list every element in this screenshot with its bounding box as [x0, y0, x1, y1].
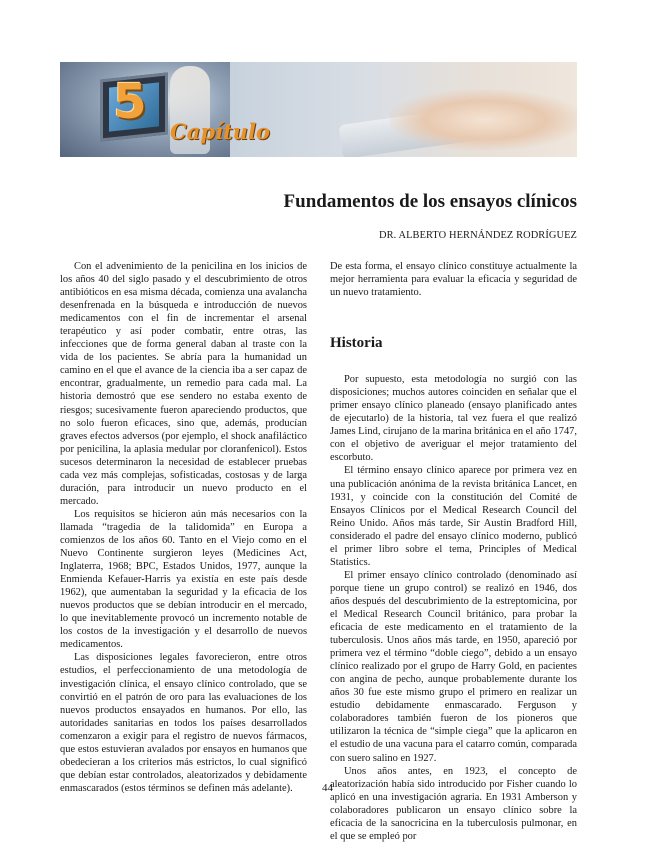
gloved-hands-image [390, 90, 577, 150]
paragraph: Las disposiciones legales favorecieron, entre otros estudios, el perfeccionamiento de una metodología de investigación clínica, el ensayo clínico controlado, que se convirtió en el patrón de oro para las evaluaciones de los nuevos productos ensayados en humanos. Por ello, las autoridades sanitarias en todos los países desarrollados comenzaron a exigir para el registro de nuevos fármacos, que estos estuvieran avalados por ensayos en humanos que obedecieran a los criterios más estrictos, lo cual significó que debían estar controlados, aleatorizados y debidamente enmascarados (estos términos se definen más adelante). [60, 652, 307, 794]
paragraph: El primer ensayo clínico controlado (denominado así porque tiene un grupo control) se realizó en 1946, dos años después del descubrimiento de la estreptomicina, por el Medical Research Council británico, para probar la eficacia de este medicamento en el tratamiento de la tuberculosis. Unos años más tarde, en 1950, apareció por primera vez el término “doble ciego”, debido a un ensayo clínico realizado por el grupo de Harry Gold, en pacientes con angina de pecho, aunque probablemente durante los años 30 fue este mismo grupo el primero en realizar un estudio debidamente enmascarado. Ferguson y colaboradores también fueron de los pioneros que utilizaron la técnica de “simple ciega” que la aplicaron en el estudio de una vacuna para el catarro común, comparada con suero salino en 1927. [330, 569, 577, 764]
paragraph-intro: De esta forma, el ensayo clínico constituye actualmente la mejor herramienta para evaluar la eficacia y seguridad de un nuevo tratamiento. [330, 261, 577, 299]
article-author: DR. ALBERTO HERNÁNDEZ RODRÍGUEZ [379, 230, 577, 241]
page-number: 44 [322, 782, 333, 794]
section-heading: Historia [330, 335, 383, 352]
right-column [330, 260, 577, 843]
article-title: Fundamentos de los ensayos clínicos [283, 191, 577, 212]
paragraph: El término ensayo clínico aparece por primera vez en una publicación anónima de la revista británica Lancet, en 1931, y coincide con la constitución del Comité de Ensayos Clínicos por el Medical Research Council del Reino Unido. Años más tarde, Sir Austin Bradford Hill, considerado el padre del ensayo clínico moderno, publicó el primer libro sobre el tema, Principles of Medical Statistics. [330, 465, 577, 568]
chapter-label: Capítulo [170, 119, 270, 144]
chapter-number: 5 [113, 74, 147, 130]
paragraph: Unos años antes, en 1923, el concepto de aleatorización había sido introducido por Fisher cuando lo aplicó en una investigación agraria. En 1931 Amberson y colaboradores publicaron un ensayo clínico sobre la eficacia de la sanocricina en la tuberculosis pulmonar, en el que se empleó por [330, 765, 577, 842]
left-column [60, 260, 307, 795]
paragraph: Con el advenimiento de la penicilina en los inicios de los años 40 del siglo pasado y el descubrimiento de otros antibióticos en esa misma década, comienza una avalancha desenfrenada en la búsqueda e introducción de nuevos medicamentos con el fin de incrementar el arsenal terapéutico y así poder combatir, entre otras, las infecciones que de forma general daban al traste con la vida de los pacientes. Se abría para la humanidad un camino en el que el avance de la ciencia iba a ser capaz de encontrar, gradualmente, un remedio para cada mal. La historia demostró que ese sendero no estaba exento de riesgos; sucesivamente fueron apareciendo productos, que no solo fueron eficaces, sino que, además, producían graves efectos adversos (por ejemplo, el shock anafiláctico por penicilina, la aplasia medular por cloranfenicol). Estos sucesos determinaron la necesidad de establecer pruebas cada vez más complejas, sofisticadas, costosas y de larga duración, para introducir un nuevo producto en el mercado. [60, 261, 307, 507]
paragraph: Los requisitos se hicieron aún más necesarios con la llamada “tragedia de la talidomida” en Europa a comienzos de los años 60. Tanto en el Viejo como en el Nuevo Continente surgieron leyes (Medicines Act, Inglaterra, 1968; BPC, Estados Unidos, 1977, aunque la Enmienda Kefauer-Harris ya existía en este país desde 1962), que aumentaban la seguridad y la eficacia de los nuevos productos que se debían introducir en el mercado, lo que inevitablemente provocó un incremento notable de los costos de la investigación y el desarrollo de nuevos medicamentos. [60, 508, 307, 651]
paragraph: Por supuesto, esta metodología no surgió con las disposiciones; muchos autores coinciden en señalar que el primer ensayo clínico planeado (ensayo planificado antes de ejecutarlo) de la historia, tal vez fuera el que realizó James Lind, cirujano de la marina británica en el año 1747, con el objetivo de averiguar el mejor tratamiento del escorbuto. [330, 374, 577, 464]
